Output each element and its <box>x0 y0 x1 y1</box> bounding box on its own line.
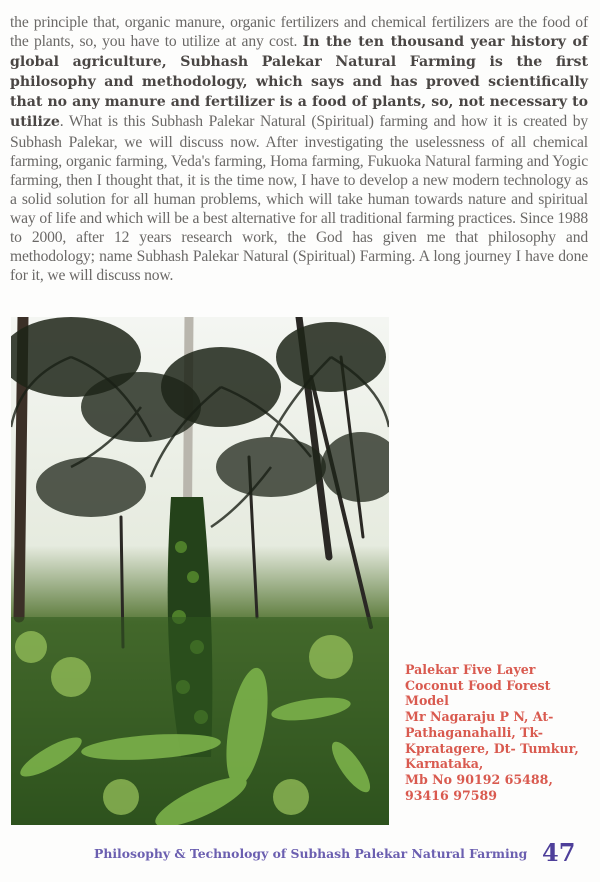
caption-line: Mb No 90192 65488, <box>405 771 553 787</box>
paragraph-text-end: . What is this Subhash Palekar Natural (Spiritual) farming and how it is created by Subhash Palekar, we will discuss now. After investigating the uselessness of all chemical farming, organic farming, Veda's farming, Homa farming, Fukuoka Natural farming and Yogic farming, then I thought that, it is the time now, I have to develop a new modern technology as a solid solution for all human problems, which will take human towards nature and spiritual way of life and which will be a best alternative for all traditional farming practices. Since 1988 to 2000, after 12 years research work, the God has given me that philosophy and methodology; name Subhash Palekar Natural (Spiritual) Farming. A long journey I have done for it, we will discuss now. <box>10 113 588 285</box>
caption-line: 93416 97589 <box>405 787 498 803</box>
paragraph-emphasis: In the ten thousand year history of global agriculture, Subhash Palekar Natural Farming is the first philosophy and methodology, which says and has proved scientifically that no any manure and fertilizer is a food of plants, so, not necessary to utilize <box>10 34 588 131</box>
food-forest-photo <box>11 317 389 825</box>
photo-caption <box>405 662 595 803</box>
caption-line: Karnataka, <box>405 756 484 772</box>
page-number: 47 <box>542 838 576 867</box>
body-paragraph <box>10 13 588 285</box>
caption-line: Mr Nagaraju P N, At- <box>405 709 554 725</box>
caption-line: Pathaganahalli, Tk- <box>405 724 543 740</box>
caption-line: Coconut Food Forest <box>405 677 551 693</box>
caption-line: Palekar Five Layer <box>405 662 536 677</box>
caption-line: Model <box>405 693 449 709</box>
caption-line: Kpratagere, Dt- Tumkur, <box>405 740 579 756</box>
running-footer: Philosophy & Technology of Subhash Palekar Natural Farming <box>94 846 528 861</box>
paragraph-text-start: the principle that, organic manure, organic fertilizers and chemical fertilizers are the food of the plants, so, you have to utilize at any cost. <box>10 14 588 51</box>
